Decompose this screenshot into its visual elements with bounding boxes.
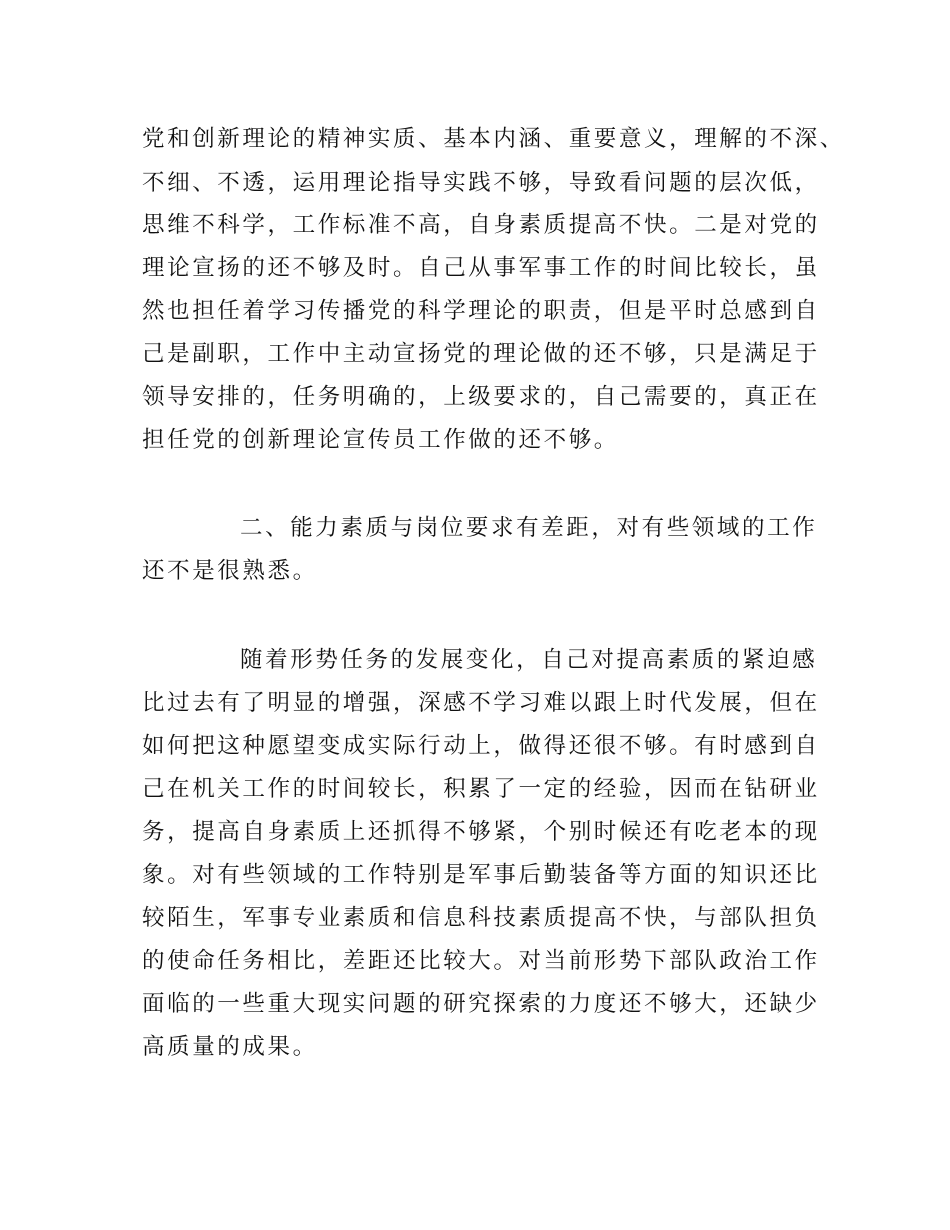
paragraph-3-line-1: 随着形势任务的发展变化，自己对提高素质的紧迫感: [240, 647, 818, 673]
section-heading-line-2: 还不是很熟悉。: [142, 558, 318, 584]
paragraph-3-line-9: 面临的一些重大现实问题的研究探索的力度还不够大，还缺少: [142, 991, 820, 1017]
paragraph-1-line-6: 己是副职，工作中主动宣扬党的理论做的还不够，只是满足于: [142, 341, 820, 367]
paragraph-3-line-5: 务，提高自身素质上还抓得不够紧，个别时候还有吃老本的现: [142, 819, 820, 845]
paragraph-1-line-1: 党和创新理论的精神实质、基本内涵、重要意义，理解的不深、: [142, 126, 845, 152]
paragraph-3-line-4: 己在机关工作的时间较长，积累了一定的经验，因而在钻研业: [142, 776, 820, 802]
paragraph-1-line-5: 然也担任着学习传播党的科学理论的职责，但是平时总感到自: [142, 298, 820, 324]
paragraph-3-line-2: 比过去有了明显的增强，深感不学习难以跟上时代发展，但在: [142, 690, 820, 716]
paragraph-1-line-4: 理论宣扬的还不够及时。自己从事军事工作的时间比较长，虽: [142, 255, 820, 281]
paragraph-3-line-7: 较陌生，军事专业素质和信息科技素质提高不快，与部队担负: [142, 905, 820, 931]
paragraph-3-line-6: 象。对有些领域的工作特别是军事后勤装备等方面的知识还比: [142, 862, 820, 888]
paragraph-1-line-7: 领导安排的，任务明确的，上级要求的，自己需要的，真正在: [142, 384, 820, 410]
paragraph-1-line-8: 担任党的创新理论宣传员工作做的还不够。: [142, 427, 619, 453]
paragraph-3-line-8: 的使命任务相比，差距还比较大。对当前形势下部队政治工作: [142, 948, 820, 974]
section-heading-line-1: 二、能力素质与岗位要求有差距，对有些领域的工作: [240, 515, 818, 541]
paragraph-1-line-3: 思维不科学，工作标准不高，自身素质提高不快。二是对党的: [142, 212, 820, 238]
paragraph-3-line-3: 如何把这种愿望变成实际行动上，做得还很不够。有时感到自: [142, 733, 820, 759]
paragraph-1-line-2: 不细、不透，运用理论指导实践不够，导致看问题的层次低，: [142, 170, 820, 196]
paragraph-3-line-10: 高质量的成果。: [142, 1034, 318, 1060]
